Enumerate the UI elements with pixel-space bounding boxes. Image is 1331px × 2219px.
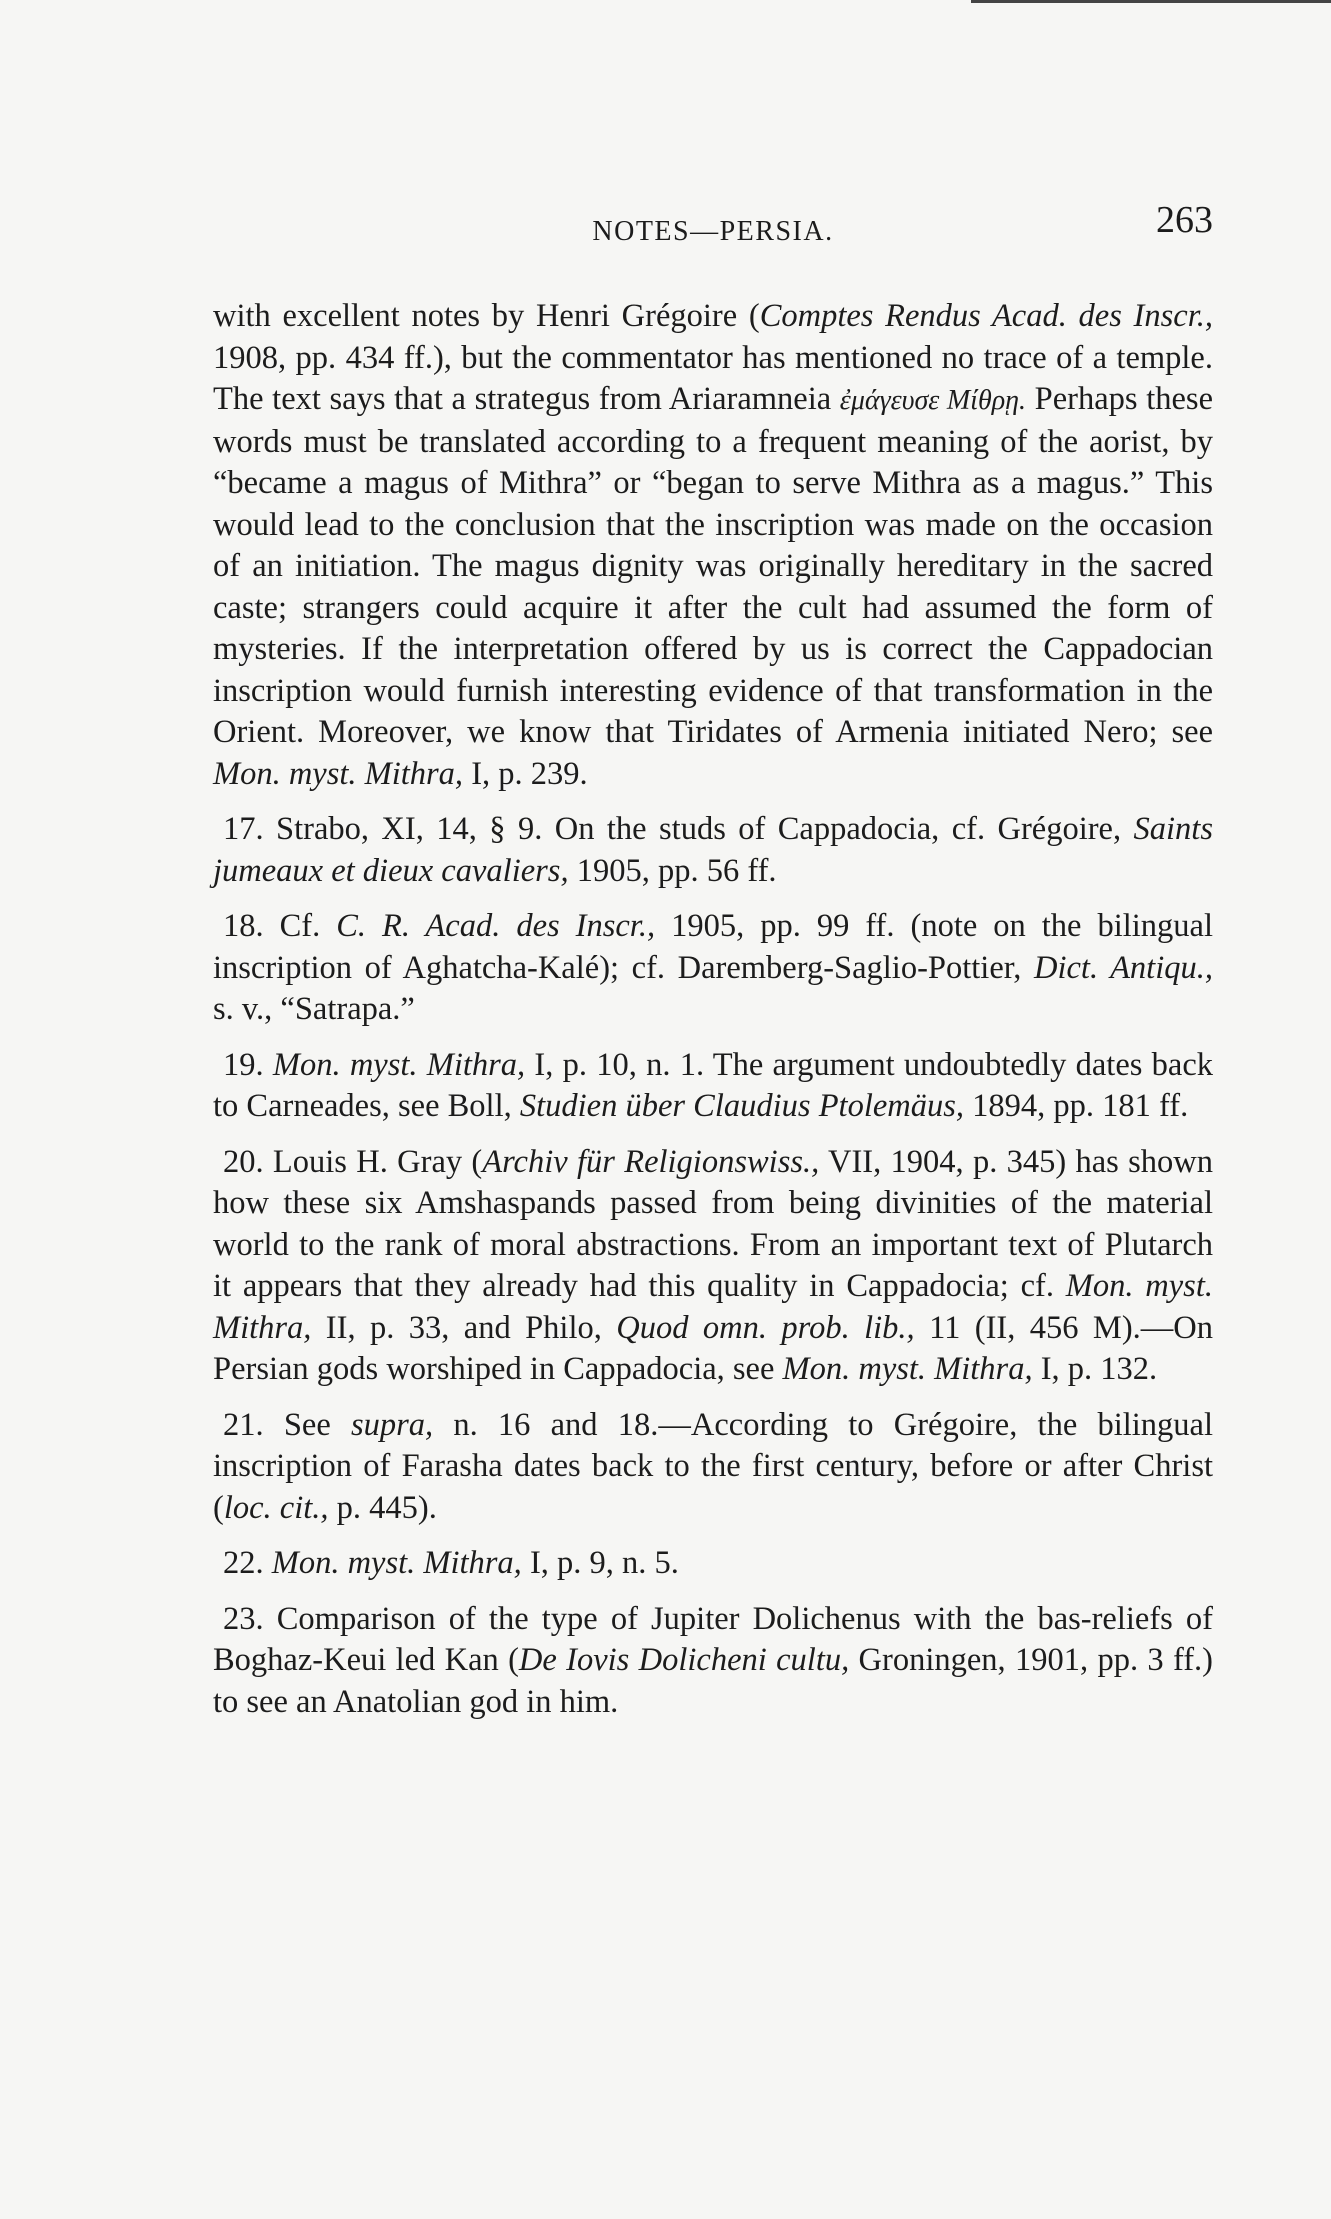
page-number: 263 (1156, 199, 1213, 241)
running-head: NOTES—PERSIA. (592, 216, 834, 247)
note-23: 23. Comparison of the type of Jupiter Dolichenus with the bas-reliefs of Boghaz-Keui led Kan (De Iovis Dolicheni cultu, Groningen, 1901, pp. 3 ff.) to see an Anatolian god in him. (213, 1600, 1213, 1720)
note-22: 22. Mon. myst. Mithra, I, p. 9, n. 5. (223, 1545, 679, 1581)
page-header (213, 196, 1213, 260)
body-text (213, 296, 1213, 1723)
note-21: 21. See supra, n. 16 and 18.—According to Grégoire, the bilingual inscription of Farasha dates back to the first century, before or after Christ (loc. cit., p. 445). (213, 1406, 1213, 1526)
note-20: 20. Louis H. Gray (Archiv für Religionswiss., VII, 1904, p. 345) has shown how these six Amshaspands passed from being divinities of the material world to the rank of moral abstractions. From an important text of Plutarch it appears that they already had this quality in Cappadocia; cf. Mon. myst. Mithra, II, p. 33, and Philo, Quod omn. prob. lib., 11 (II, 456 M).—On Persian gods worshiped in Cappadocia, see Mon. myst. Mithra, I, p. 132. (213, 1143, 1213, 1387)
note-17: 17. Strabo, XI, 14, § 9. On the studs of Cappadocia, cf. Grégoire, Saints jumeaux et dieux cavaliers, 1905, pp. 56 ff. (213, 811, 1213, 889)
note-19: 19. Mon. myst. Mithra, I, p. 10, n. 1. The argument undoubtedly dates back to Carneades, see Boll, Studien über Claudius Ptolemäus, 1894, pp. 181 ff. (213, 1046, 1213, 1124)
page-edge-line (971, 0, 1331, 3)
book-page (213, 196, 1213, 1737)
continued-note: with excellent notes by Henri Grégoire (Comptes Rendus Acad. des Inscr., 1908, pp. 434 ff.), but the commentator has mentioned no trace of a temple. The text says that a strategus from Ariaramneia ἐμάγευσε Μίθρῃ. Perhaps these words must be translated according to a frequent meaning of the aorist, by “became a magus of Mithra” or “began to serve Mithra as a magus.” This would lead to the conclusion that the inscription was made on the occasion of an initiation. The magus dignity was originally hereditary in the sacred caste; strangers could acquire it after the cult had assumed the form of mysteries. If the interpretation offered by us is correct the Cappadocian inscription would furnish interesting evidence of that transformation in the Orient. Moreover, we know that Tiridates of Armenia initiated Nero; see Mon. myst. Mithra, I, p. 239. (213, 298, 1213, 792)
note-18: 18. Cf. C. R. Acad. des Inscr., 1905, pp. 99 ff. (note on the bilingual inscription of Aghatcha-Kalé); cf. Daremberg-Saglio-Pottier, Dict. Antiqu., s. v., “Satrapa.” (213, 908, 1214, 1027)
